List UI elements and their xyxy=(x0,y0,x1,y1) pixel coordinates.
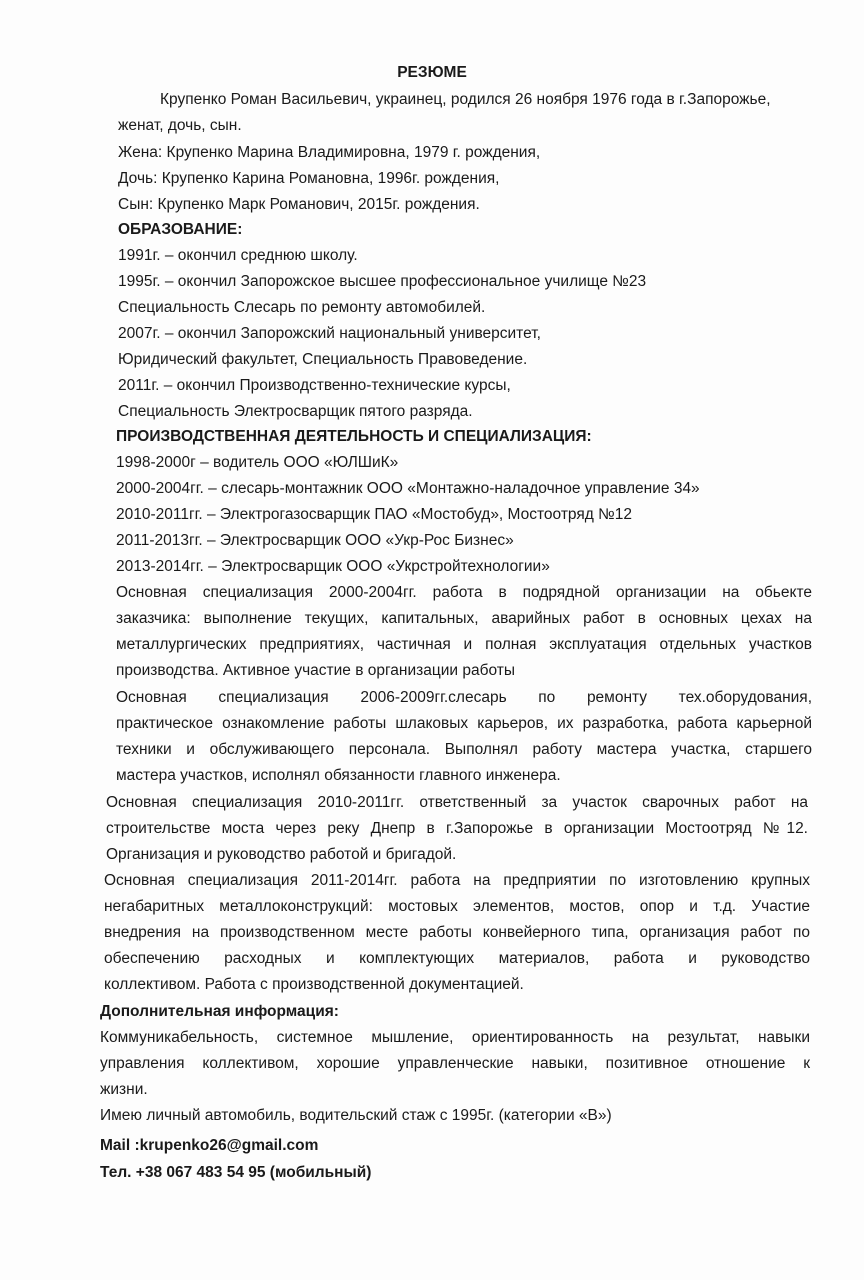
spec-paragraph-line: практическое ознакомление работы шлаковых карьеров, их разработка, работа карьерной xyxy=(116,715,812,732)
intro-line: Дочь: Крупенко Карина Романовна, 1996г. рождения, xyxy=(118,170,500,187)
education-line: Специальность Слесарь по ремонту автомобилей. xyxy=(118,299,486,316)
spec-paragraph-line: Основная специализация 2010-2011гг. ответственный за участок сварочных работ на xyxy=(106,794,808,811)
education-line: 1991г. – окончил среднюю школу. xyxy=(118,247,358,264)
work-line: 2011-2013гг. – Электросварщик ООО «Укр-Рос Бизнес» xyxy=(116,532,514,549)
spec-paragraph-line: Организация и руководство работой и бригадой. xyxy=(106,846,457,863)
spec-paragraph-line: коллективом. Работа с производственной документацией. xyxy=(104,976,524,993)
contact-phone: Тел. +38 067 483 54 95 (мобильный) xyxy=(100,1164,372,1181)
spec-paragraph-line: негабаритных металлоконструкций: мостовых элементов, мостов, опор и т.д. Участие xyxy=(104,898,810,915)
work-line: 1998-2000г – водитель ООО «ЮЛШиК» xyxy=(116,454,399,471)
contact-email: Mail :krupenko26@gmail.com xyxy=(100,1137,319,1154)
spec-paragraph-line: заказчика: выполнение текущих, капитальных, аварийных работ в основных цехах на xyxy=(116,610,812,627)
work-heading: ПРОИЗВОДСТВЕННАЯ ДЕЯТЕЛЬНОСТЬ И СПЕЦИАЛИЗАЦИЯ: xyxy=(116,428,592,445)
work-line: 2013-2014гг. – Электросварщик ООО «Укрстройтехнологии» xyxy=(116,558,550,575)
education-line: 1995г. – окончил Запорожское высшее профессиональное училище №23 xyxy=(118,273,647,290)
spec-paragraph-line: техники и обслуживающего персонала. Выполнял работу мастера участка, старшего xyxy=(116,741,812,758)
intro-line: Сын: Крупенко Марк Романович, 2015г. рождения. xyxy=(118,196,480,213)
intro-line: Жена: Крупенко Марина Владимировна, 1979 г. рождения, xyxy=(118,144,541,161)
education-line: Специальность Электросварщик пятого разряда. xyxy=(118,403,473,420)
work-line: 2010-2011гг. – Электрогазосварщик ПАО «Мостобуд», Мостоотряд №12 xyxy=(116,506,632,523)
extra-line: управления коллективом, хорошие управленческие навыки, позитивное отношение к xyxy=(100,1055,810,1072)
education-line: Юридический факультет, Специальность Правоведение. xyxy=(118,351,528,368)
education-heading: ОБРАЗОВАНИЕ: xyxy=(118,221,243,238)
intro-line: женат, дочь, сын. xyxy=(118,117,242,134)
extra-line: жизни. xyxy=(100,1081,148,1098)
work-line: 2000-2004гг. – слесарь-монтажник ООО «Монтажно-наладочное управление 34» xyxy=(116,480,700,497)
spec-paragraph-line: внедрения на производственном месте работы конвейерного типа, организация работ по xyxy=(104,924,810,941)
spec-paragraph-line: мастера участков, исполнял обязанности главного инженера. xyxy=(116,767,561,784)
extra-line: Коммуникабельность, системное мышление, ориентированность на результат, навыки xyxy=(100,1029,810,1046)
education-line: 2011г. – окончил Производственно-технические курсы, xyxy=(118,377,511,394)
intro-line: Крупенко Роман Васильевич, украинец, родился 26 ноября 1976 года в г.Запорожье, xyxy=(160,91,771,108)
spec-paragraph-line: Основная специализация 2000-2004гг. работа в подрядной организации на обьекте xyxy=(116,584,812,601)
spec-paragraph-line: металлургических предприятиях, частичная и полная эксплуатация отдельных участков xyxy=(116,636,812,653)
spec-paragraph-line: Основная специализация 2011-2014гг. работа на предприятии по изготовлению крупных xyxy=(104,872,810,889)
page-title: РЕЗЮМЕ xyxy=(397,64,467,81)
education-line: 2007г. – окончил Запорожский национальный университет, xyxy=(118,325,541,342)
extra-line: Имею личный автомобиль, водительский стаж с 1995г. (категории «В») xyxy=(100,1107,612,1124)
spec-paragraph-line: производства. Активное участие в организации работы xyxy=(116,662,515,679)
spec-paragraph-line: строительстве моста через реку Днепр в г.Запорожье в организации Мостоотряд №12. xyxy=(106,820,808,837)
spec-paragraph-line: обеспечению расходных и комплектующих материалов, работа и руководство xyxy=(104,950,810,967)
extra-heading: Дополнительная информация: xyxy=(100,1003,339,1020)
spec-paragraph-line: Основная специализация 2006-2009гг.слесарь по ремонту тех.оборудования, xyxy=(116,689,812,706)
